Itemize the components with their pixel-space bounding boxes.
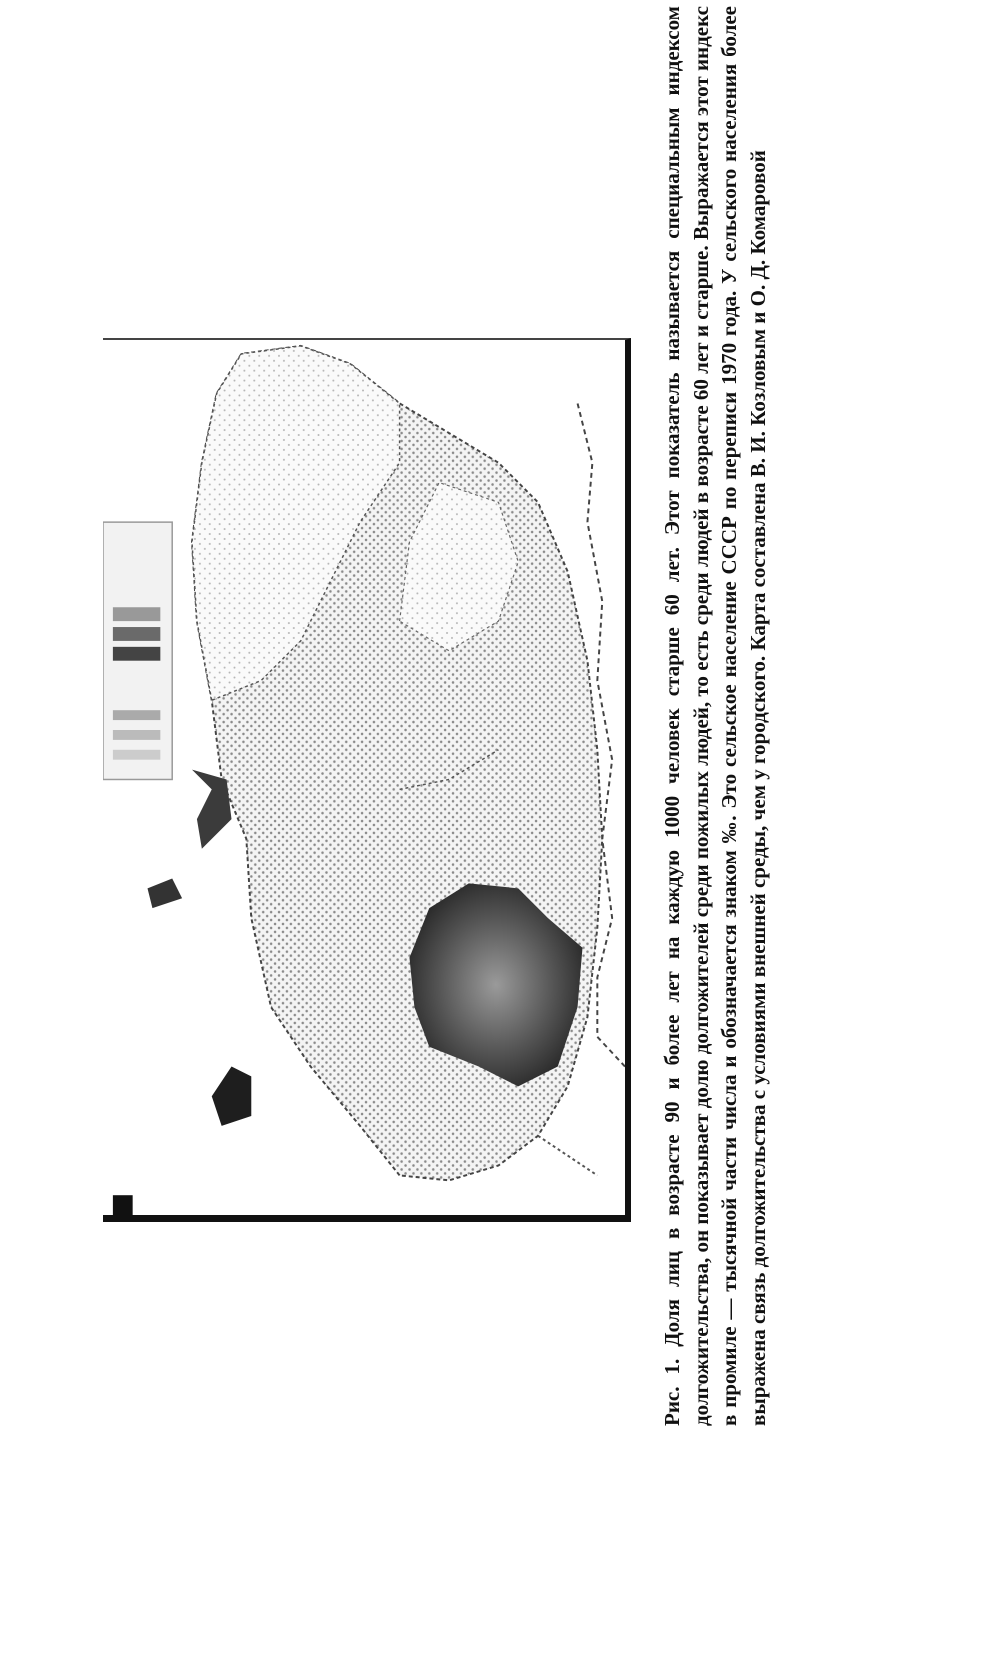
legend-swatch bbox=[113, 627, 160, 641]
dark-spot bbox=[192, 770, 232, 849]
legend-swatch bbox=[113, 710, 160, 720]
legend-swatch bbox=[113, 750, 160, 760]
dark-spot bbox=[147, 878, 182, 908]
legend-swatch bbox=[113, 647, 160, 661]
dark-spot bbox=[113, 1195, 133, 1215]
legend-swatch bbox=[113, 730, 160, 740]
ussr-map-icon bbox=[103, 340, 625, 1215]
map-figure bbox=[103, 338, 631, 1222]
figure-caption bbox=[658, 6, 772, 1426]
legend-swatch bbox=[113, 607, 160, 621]
caption-text: Рис. 1. Доля лиц в возрасте 90 и более лет на каждую 1000 человек старше 60 лет. Этот показатель называется специальным индексом долгожительства, он показывает долю долгожителей среди пожилых людей, то есть среди людей в возрасте 60 лет и старше. Выражается этот индекс в промиле — тысячной части числа и обозначается знаком ‰. Это сельское население СССР по переписи 1970 года. У сельского населения более выражена связь долгожительства с условиями внешней среды, чем у городского. Карта составлена В. И. Козловым и О. Д. Комаровой bbox=[660, 6, 770, 1426]
dark-spot bbox=[212, 1067, 252, 1126]
